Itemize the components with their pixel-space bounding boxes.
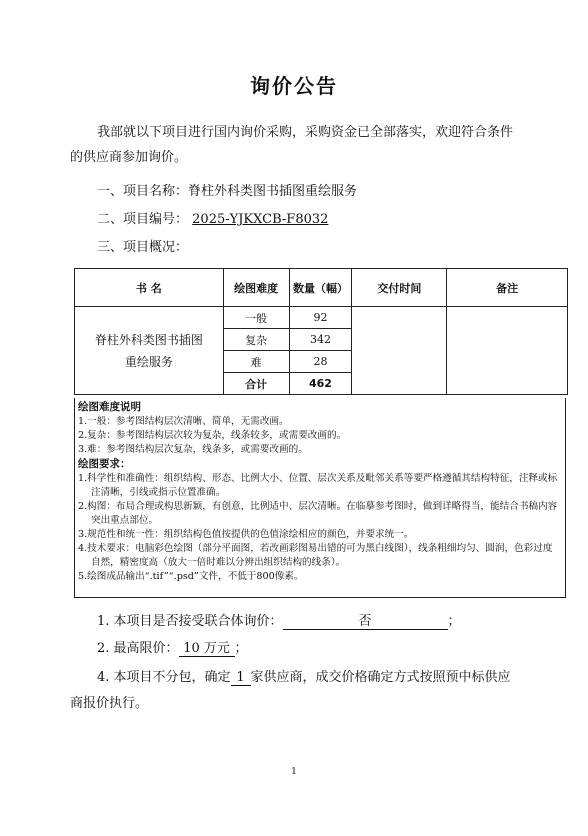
requirement-item: 1.科学性和准确性：组织结构、形态、比例大小、位置、层次关系及毗邻关系等要严格遵循其结构特征，注释或标注清晰，引线或指示位置准确。 [78, 473, 558, 498]
header-remarks: 备注 [447, 269, 568, 307]
difficulty-note: 2.复杂：参考图结构层次较为复杂，线条较多，或需要改画的。 [78, 430, 347, 441]
book-name-line1: 脊柱外科类图书插图 [94, 332, 203, 347]
consortium-label: 1. 本项目是否接受联合体询价： [97, 614, 283, 629]
drawing-requirements-heading: 绘图要求： [78, 458, 131, 470]
requirement-item: 2.构图：布局合理或构思新颖，有创意，比例适中、层次清晰。在临摹参考图时，做到详略得当，能结合书稿内容突出重点部位。 [78, 501, 558, 526]
difficulty-cell: 一般 [223, 307, 289, 329]
project-table [74, 268, 568, 395]
consortium-suffix: ； [447, 614, 461, 629]
project-code-value: 2025-YJKXCB-F8032 [192, 212, 329, 227]
price-limit-value: 10 万元 [179, 637, 235, 657]
header-difficulty: 绘图难度 [223, 269, 289, 307]
book-name-cell [75, 307, 224, 395]
supplier-line [97, 666, 511, 686]
project-name-label: 一、项目名称： [97, 184, 189, 199]
remarks-cell [447, 307, 568, 395]
book-name-line2: 重绘服务 [124, 354, 173, 369]
difficulty-cell: 难 [223, 351, 289, 373]
table-header-row [75, 269, 568, 307]
supplier-line-2: 商报价执行。 [70, 696, 149, 711]
header-delivery-time: 交付时间 [352, 269, 447, 307]
project-name-line [97, 180, 357, 199]
quantity-cell: 342 [289, 329, 352, 351]
project-code-label: 二、项目编号： [97, 212, 189, 227]
project-overview-heading: 三、项目概况： [97, 240, 189, 255]
difficulty-notes-heading: 绘图难度说明 [78, 401, 141, 413]
page-number: 1 [291, 767, 297, 777]
price-limit-suffix: ； [234, 641, 248, 656]
delivery-time-cell [352, 307, 447, 395]
supplier-rest: 家供应商，成交价格确定方式按照预中标供应 [250, 670, 511, 685]
requirements-box [74, 398, 566, 598]
supplier-count: 1 [231, 670, 251, 686]
requirement-item: 4.技术要求：电脑彩色绘图（部分平面图，若改画彩图易出错的可为黑白线图），线条粗细均匀、圆润，色彩过度自然，精密度高（放大一倍时难以分辨出组织结构的线条）。 [78, 543, 553, 568]
project-code-line [97, 208, 328, 227]
supplier-label: 4. 本项目不分包，确定 [97, 670, 231, 685]
difficulty-cell: 复杂 [223, 329, 289, 351]
total-label: 合计 [223, 373, 289, 395]
difficulty-note: 3.难：参考图结构层次复杂，线条多，或需要改画的。 [78, 444, 308, 455]
quantity-cell: 28 [289, 351, 352, 373]
total-value: 462 [289, 373, 352, 395]
price-limit-line [97, 637, 248, 657]
header-book-name: 书 名 [75, 269, 224, 307]
requirement-item: 5.绘图成品输出“.tif”“.psd”文件，不低于800像素。 [78, 571, 304, 582]
table-row [75, 307, 568, 329]
difficulty-note: 1.一般：参考图结构层次清晰、简单，无需改画。 [78, 416, 289, 427]
requirement-item: 3.规范性和统一性：组织结构色值按提供的色值涂绘相应的颜色，并要求统一。 [78, 529, 414, 540]
intro-paragraph: 我部就以下项目进行国内询价采购，采购资金已全部落实，欢迎符合条件的供应商参加询价。 [70, 125, 514, 165]
consortium-value: 否 [283, 610, 448, 630]
quantity-cell: 92 [289, 307, 352, 329]
price-limit-label: 2. 最高限价： [97, 641, 179, 656]
header-quantity: 数量（幅） [289, 269, 352, 307]
consortium-line [97, 610, 461, 630]
project-name-value: 脊柱外科类图书插图重绘服务 [188, 184, 358, 199]
page-title: 询价公告 [250, 74, 338, 98]
